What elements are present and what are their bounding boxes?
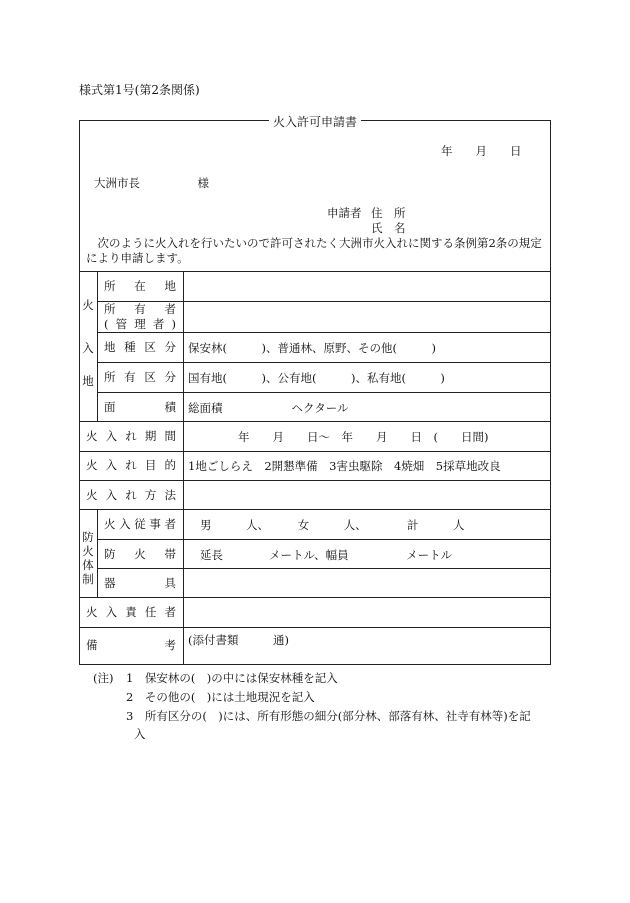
row-line: [97, 392, 551, 393]
group-divider-defense: [97, 509, 98, 597]
group-label-fire-land-2: 入: [82, 341, 94, 355]
value-area: 総面積 ヘクタール: [188, 401, 349, 415]
group-label-fire-land-3: 地: [82, 374, 94, 388]
row-line: [79, 509, 551, 510]
group-label-defense-1: 防: [82, 530, 94, 544]
value-purpose: 1地ごしらえ 2開懇準備 3害虫駆除 4焼畑 5採草地改良: [188, 459, 501, 473]
label-land-type: 地 種 区 分: [104, 340, 176, 354]
applicant-address-label: 住 所: [371, 206, 406, 220]
value-period: 年 月 日〜 年 月 日 ( 日間): [238, 430, 489, 444]
group-divider-fire-land: [97, 271, 98, 421]
date-line: 年 月 日: [441, 144, 522, 158]
value-firebreak: 延長 メートル、幅員 メートル: [200, 548, 453, 562]
row-line: [79, 480, 551, 481]
label-remarks: 備 考: [86, 638, 176, 652]
row-line: [97, 362, 551, 363]
applicant-label: 申請者: [327, 206, 362, 220]
note-1: 1 保安林の( )の中には保安林種を記入: [126, 671, 338, 685]
row-line: [97, 332, 551, 333]
value-land-type: 保安林( )、普通林、原野、その他( ): [188, 341, 436, 355]
form-number-label: 様式第1号(第2条関係): [79, 83, 200, 97]
label-area: 面 積: [104, 400, 176, 414]
document-title: 火入許可申請書: [0, 113, 630, 130]
intro-text-line-1: 次のように火入れを行いたいので許可されたく大洲市火入れに関する条例第2条の規定: [86, 236, 542, 250]
table-top-line: [79, 271, 551, 272]
label-ownership-type: 所 有 区 分: [104, 370, 176, 384]
note-3: 3 所有区分の( )には、所有形態の細分(部分林、部落有林、社寺有林等)を記: [126, 709, 531, 723]
row-line: [79, 421, 551, 422]
label-location: 所 在 地: [104, 279, 176, 293]
label-owner: 所 有 者: [104, 302, 176, 316]
label-column-divider: [183, 271, 184, 664]
applicant-name-label: 氏 名: [371, 221, 406, 235]
group-label-defense-2: 火: [82, 544, 94, 558]
label-method: 火 入 れ 方 法: [86, 488, 176, 502]
value-workers: 男 人、 女 人、 計 人: [200, 518, 465, 532]
group-label-fire-land-1: 火: [82, 298, 94, 312]
value-remarks: (添付書類 通): [188, 633, 289, 647]
label-owner-manager: ( 管 理 者 ): [104, 317, 176, 331]
row-line: [79, 627, 551, 628]
row-line: [79, 451, 551, 452]
note-2: 2 その他の( )には土地現況を記入: [126, 690, 315, 704]
notes-prefix: (注): [93, 671, 114, 685]
label-workers: 火 入 従 事 者: [104, 517, 176, 531]
note-3-continued: 入: [134, 727, 146, 741]
label-purpose: 火 入 れ 目 的: [86, 458, 176, 472]
label-equipment: 器 具: [104, 576, 176, 590]
addressee: 大洲市長 様: [94, 176, 209, 190]
intro-text-line-2: により申請します。: [86, 251, 189, 265]
row-line: [79, 597, 551, 598]
group-label-defense-3: 体: [82, 558, 94, 572]
group-label-defense-4: 制: [82, 572, 94, 586]
label-period: 火 入 れ 期 間: [86, 429, 176, 443]
label-firebreak: 防 火 帯: [104, 547, 176, 561]
label-responsible-person: 火 入 責 任 者: [86, 605, 176, 619]
value-ownership-type: 国有地( )、公有地( )、私有地( ): [188, 371, 445, 385]
row-line: [97, 568, 551, 569]
row-line: [97, 539, 551, 540]
